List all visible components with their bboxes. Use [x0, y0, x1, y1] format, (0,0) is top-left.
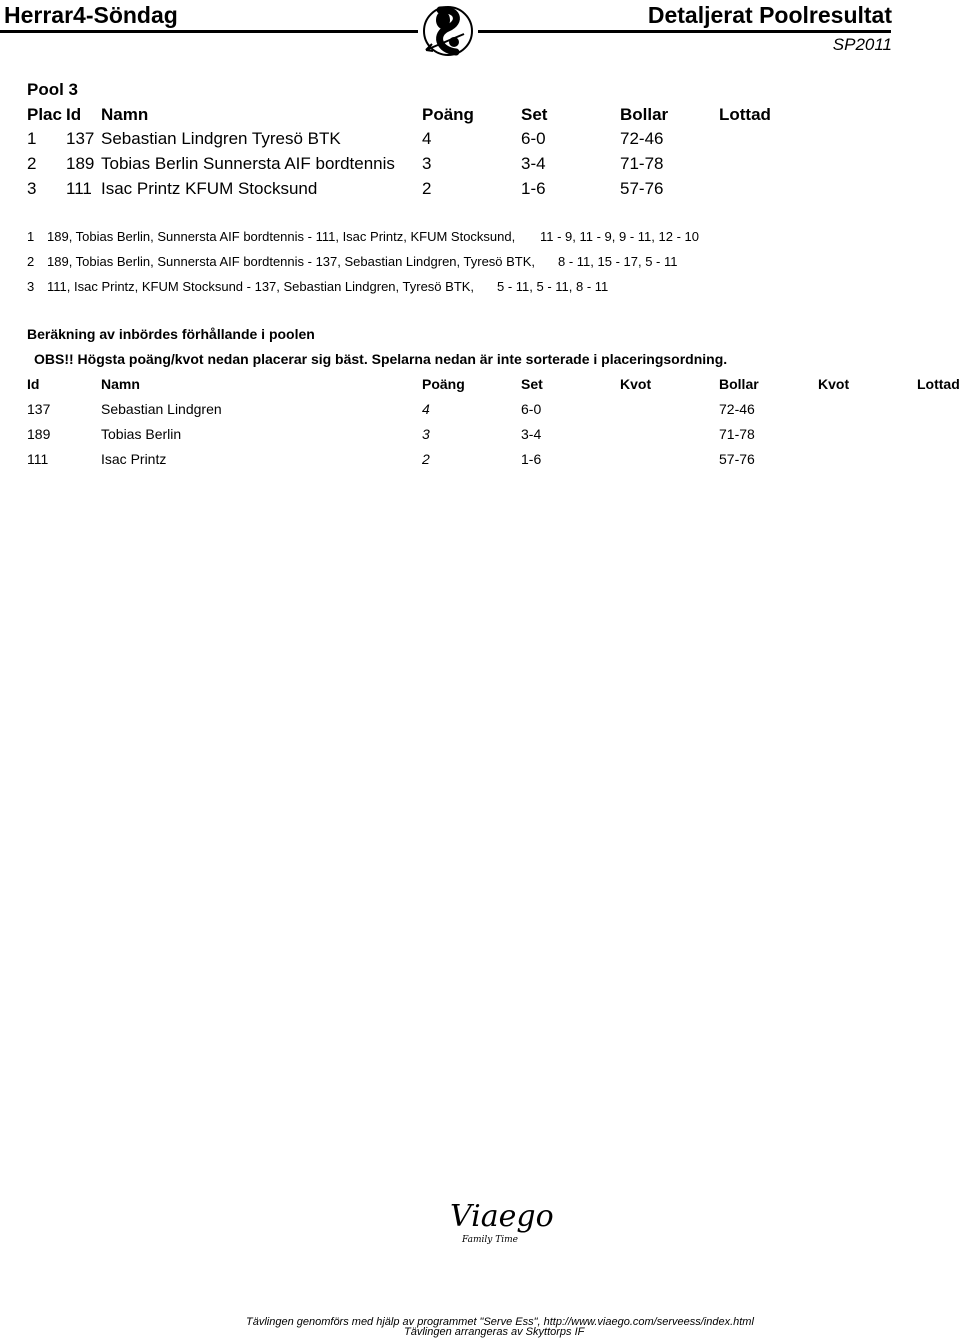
- row-points: 4: [422, 129, 432, 148]
- row-name: Tobias Berlin Sunnersta AIF bordtennis: [101, 154, 395, 173]
- row-name: Tobias Berlin: [101, 426, 182, 442]
- row-set: 1-6: [521, 179, 546, 198]
- viaego-logo-icon: [448, 1196, 560, 1248]
- row-id: 189: [27, 426, 51, 442]
- row-name: Isac Printz: [101, 451, 167, 467]
- match-row: [0, 229, 960, 247]
- match-number: 1: [27, 229, 35, 244]
- table-row: [0, 154, 960, 176]
- row-balls: 57-76: [620, 179, 664, 198]
- match-score: 5 - 11, 5 - 11, 8 - 11: [497, 279, 609, 294]
- row-balls: 71-78: [620, 154, 664, 173]
- header-rule-left: [0, 30, 418, 33]
- match-score: 11 - 9, 11 - 9, 9 - 11, 12 - 10: [540, 229, 699, 244]
- row-id: 137: [66, 129, 95, 148]
- row-points: 3: [422, 154, 432, 173]
- calc-table-header: [0, 376, 960, 394]
- club-logo-icon: [418, 0, 478, 62]
- footer-organizer-line: Tävlingen arrangeras av Skyttorps IF: [404, 1326, 585, 1338]
- row-id: 137: [27, 401, 51, 417]
- table-row: [0, 179, 960, 201]
- table-row: [0, 129, 960, 151]
- col-poang: Poäng: [422, 105, 474, 124]
- col-plac: Plac: [27, 105, 62, 124]
- header-rule-right: [478, 30, 891, 33]
- col-set: Set: [521, 376, 543, 392]
- row-points: 3: [422, 426, 430, 442]
- col-id: Id: [66, 105, 82, 124]
- row-name: Sebastian Lindgren: [101, 401, 222, 417]
- row-balls: 72-46: [719, 401, 755, 417]
- row-points: 2: [422, 179, 432, 198]
- row-id: 111: [27, 451, 49, 467]
- table-row: [0, 451, 960, 469]
- row-set: 6-0: [521, 401, 542, 417]
- match-number: 3: [27, 279, 35, 294]
- match-number: 2: [27, 254, 35, 269]
- row-balls: 72-46: [620, 129, 664, 148]
- row-name: Sebastian Lindgren Tyresö BTK: [101, 129, 341, 148]
- col-poang: Poäng: [422, 376, 465, 392]
- row-balls: 57-76: [719, 451, 755, 467]
- row-plac: 1: [27, 129, 37, 148]
- match-players: 111, Isac Printz, KFUM Stocksund - 137, Sebastian Lindgren, Tyresö BTK,: [47, 279, 475, 294]
- match-score: 8 - 11, 15 - 17, 5 - 11: [558, 254, 678, 269]
- row-set: 1-6: [521, 451, 542, 467]
- row-balls: 71-78: [719, 426, 755, 442]
- match-players: 189, Tobias Berlin, Sunnersta AIF bordtennis - 111, Isac Printz, KFUM Stocksund,: [47, 229, 516, 244]
- row-id: 111: [66, 179, 92, 198]
- row-plac: 3: [27, 179, 37, 198]
- svg-text:Family Time: Family Time: [462, 1235, 518, 1245]
- row-id: 189: [66, 154, 95, 173]
- col-set-kvot: Kvot: [620, 376, 652, 392]
- match-row: [0, 254, 960, 272]
- table-row: [0, 401, 960, 419]
- row-name: Isac Printz KFUM Stocksund: [101, 179, 318, 198]
- pool-title: Pool 3: [27, 80, 79, 99]
- row-points: 2: [422, 451, 430, 467]
- svg-text:Viaego: Viaego: [450, 1199, 554, 1234]
- row-points: 4: [422, 401, 430, 417]
- col-id: Id: [27, 376, 40, 392]
- col-ball-kvot: Kvot: [818, 376, 850, 392]
- match-players: 189, Tobias Berlin, Sunnersta AIF bordtennis - 137, Sebastian Lindgren, Tyresö BTK,: [47, 254, 536, 269]
- col-lottad: Lottad: [917, 376, 960, 392]
- col-namn: Namn: [101, 105, 149, 124]
- row-set: 3-4: [521, 154, 546, 173]
- col-lottad: Lottad: [719, 105, 771, 124]
- col-namn: Namn: [101, 376, 140, 392]
- calc-title: Beräkning av inbördes förhållande i poolen: [27, 326, 315, 342]
- col-bollar: Bollar: [719, 376, 759, 392]
- table-row: [0, 426, 960, 444]
- col-set: Set: [521, 105, 548, 124]
- report-title: Detaljerat Poolresultat: [647, 2, 892, 28]
- pool-table-header: [0, 105, 960, 127]
- competition-code: SP2011: [832, 35, 892, 54]
- footer-program-line: Tävlingen genomförs med hjälp av programmet "Serve Ess", http://www.viaego.com/serveess/index.html: [246, 1316, 754, 1328]
- calc-note: OBS!! Högsta poäng/kvot nedan placerar sig bäst. Spelarna nedan är inte sorterade i placeringsordning.: [34, 351, 728, 367]
- event-title: Herrar4-Söndag: [4, 2, 178, 28]
- row-set: 6-0: [521, 129, 546, 148]
- row-plac: 2: [27, 154, 37, 173]
- match-row: [0, 279, 960, 297]
- col-bollar: Bollar: [620, 105, 669, 124]
- row-set: 3-4: [521, 426, 542, 442]
